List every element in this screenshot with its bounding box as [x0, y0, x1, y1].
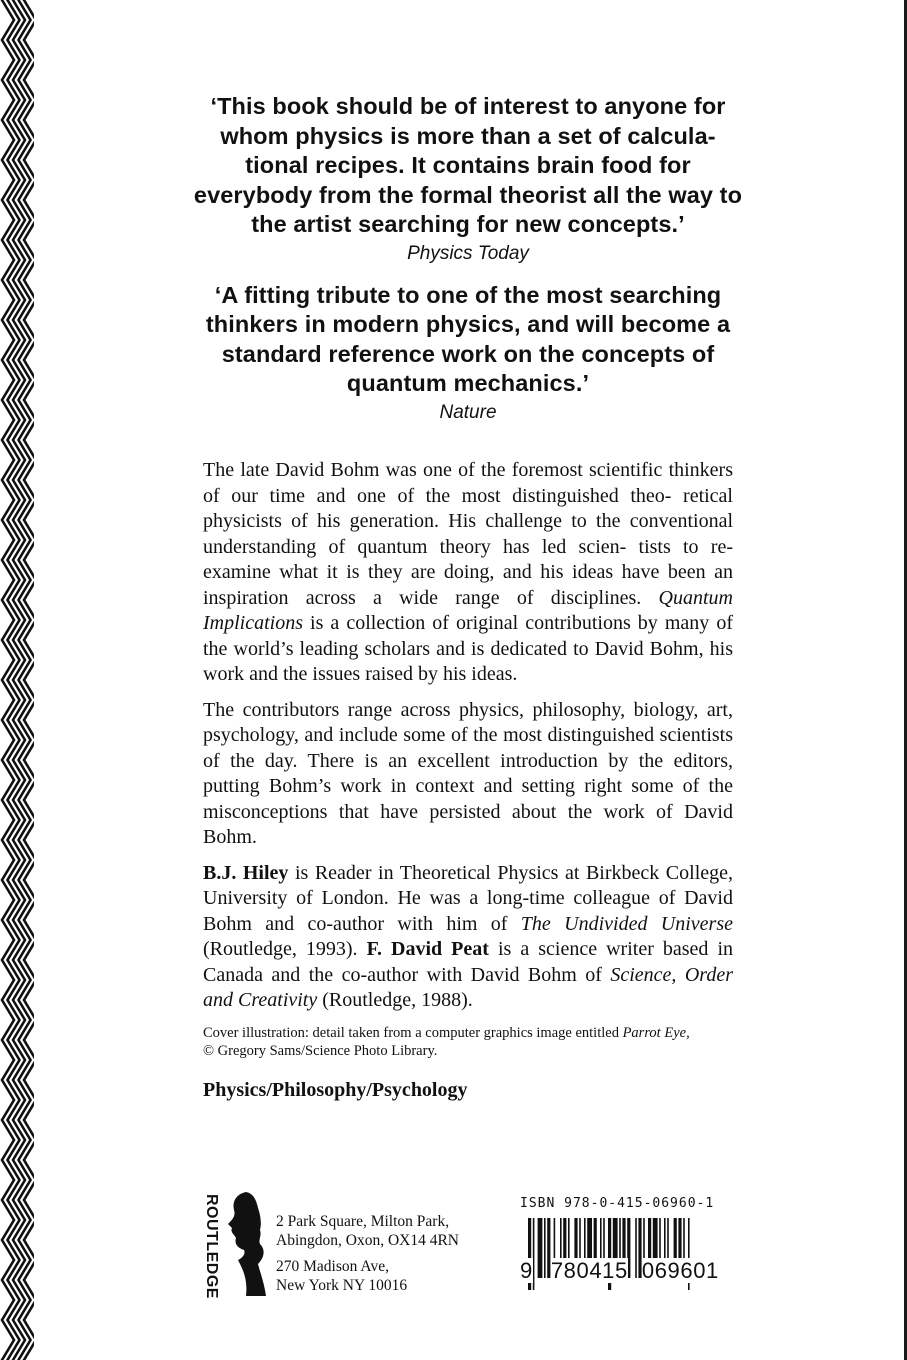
editors-paragraph — [203, 861, 733, 1014]
description-paragraph-1 — [203, 458, 733, 688]
address-2-line-1: 270 Madison Ave, — [276, 1258, 389, 1275]
cover-credit — [203, 1024, 733, 1060]
editor-1-name: B.J. Hiley — [203, 861, 289, 884]
review-quotes — [190, 92, 746, 426]
address-1-line-1: 2 Park Square, Milton Park, — [276, 1213, 450, 1230]
isbn-label: ISBN 978-0-415-06960-1 — [520, 1196, 715, 1211]
publisher-name: ROUTLEDGE — [203, 1194, 220, 1299]
book-title-quantum-implications: Quantum Implications — [203, 586, 733, 634]
editor-2-bio-b: (Routledge, 1988). — [322, 989, 473, 1011]
description-p1-b: is a collection of original contributions by many of the world’s leading scholars and is dedicated to David Bohm, his work and the issues raised by his ideas. — [203, 612, 733, 685]
zigzag-border — [0, 0, 34, 1360]
barcode-digits-right: 069601 — [641, 1258, 719, 1283]
editor-2-bio-a: is a science writer based in Canada and the co-author with David Bohm of — [203, 938, 734, 986]
editor-1-bio-a: is Reader in Theoretical Physics at Birkbeck College, University of London. He was a long-time colleague of David Bohm and co-author with him of — [203, 861, 734, 935]
cover-credit-title: Parrot Eye, — [622, 1024, 690, 1041]
description-p1-a: The late David Bohm was one of the foremost scientific thinkers of our time and one of the most distinguished theo- retical physicists of his generation. His challenge to the conventional understanding of quantum theory has led scien- tists to re-examine what it is they are doing, and his ideas have been an inspiration across a wide range of disciplines. — [203, 459, 733, 609]
barcode-number — [520, 1258, 742, 1284]
cover-credit-a: Cover illustration: detail taken from a computer graphics image entitled — [203, 1024, 619, 1041]
publisher-addresses — [276, 1212, 459, 1295]
subject-category: Physics/Philosophy/Psychology — [203, 1078, 468, 1101]
quote-2-text: ‘A fitting tribute to one of the most searching thinkers in modern physics, and will become a standard reference work on the concepts of quantum mechanics.’ — [205, 281, 731, 396]
quote-2-source: Nature — [439, 401, 497, 423]
address-2-line-2: New York NY 10016 — [276, 1277, 408, 1294]
routledge-logo-icon — [224, 1192, 268, 1296]
quote-1-text: ‘This book should be of interest to anyone for whom physics is more than a set of calcula- tional recipes. It contains brain food for everybody from the formal theorist all the way to the artist searching for new concepts.’ — [193, 93, 743, 237]
editor-1-book: The Undivided Universe — [520, 912, 733, 935]
editor-1-bio-b: (Routledge, 1993). — [203, 938, 358, 960]
barcode-digits-left: 780415 — [550, 1258, 628, 1283]
cover-credit-b: © Gregory Sams/Science Photo Library. — [203, 1042, 438, 1059]
editor-2-name: F. David Peat — [366, 938, 489, 960]
barcode-digit-first: 9 — [520, 1258, 533, 1283]
quote-1-source: Physics Today — [407, 242, 529, 264]
editor-2-book: Science, Order and Creativity — [203, 963, 733, 1011]
zigzag-line — [24, 0, 34, 1360]
book-description — [203, 458, 733, 1113]
publisher-block — [198, 1190, 498, 1300]
description-paragraph-2: The contributors range across physics, philosophy, biology, art, psychology, and include some of the most distinguished scientists of the day. There is an excellent introduction by the editors, putting Bohm’s work in context and setting right some of the misconceptions that have persisted about the work of David Bohm. — [203, 698, 733, 848]
address-1-line-2: Abingdon, Oxon, OX14 4RN — [276, 1232, 459, 1249]
isbn-block — [520, 1196, 742, 1283]
